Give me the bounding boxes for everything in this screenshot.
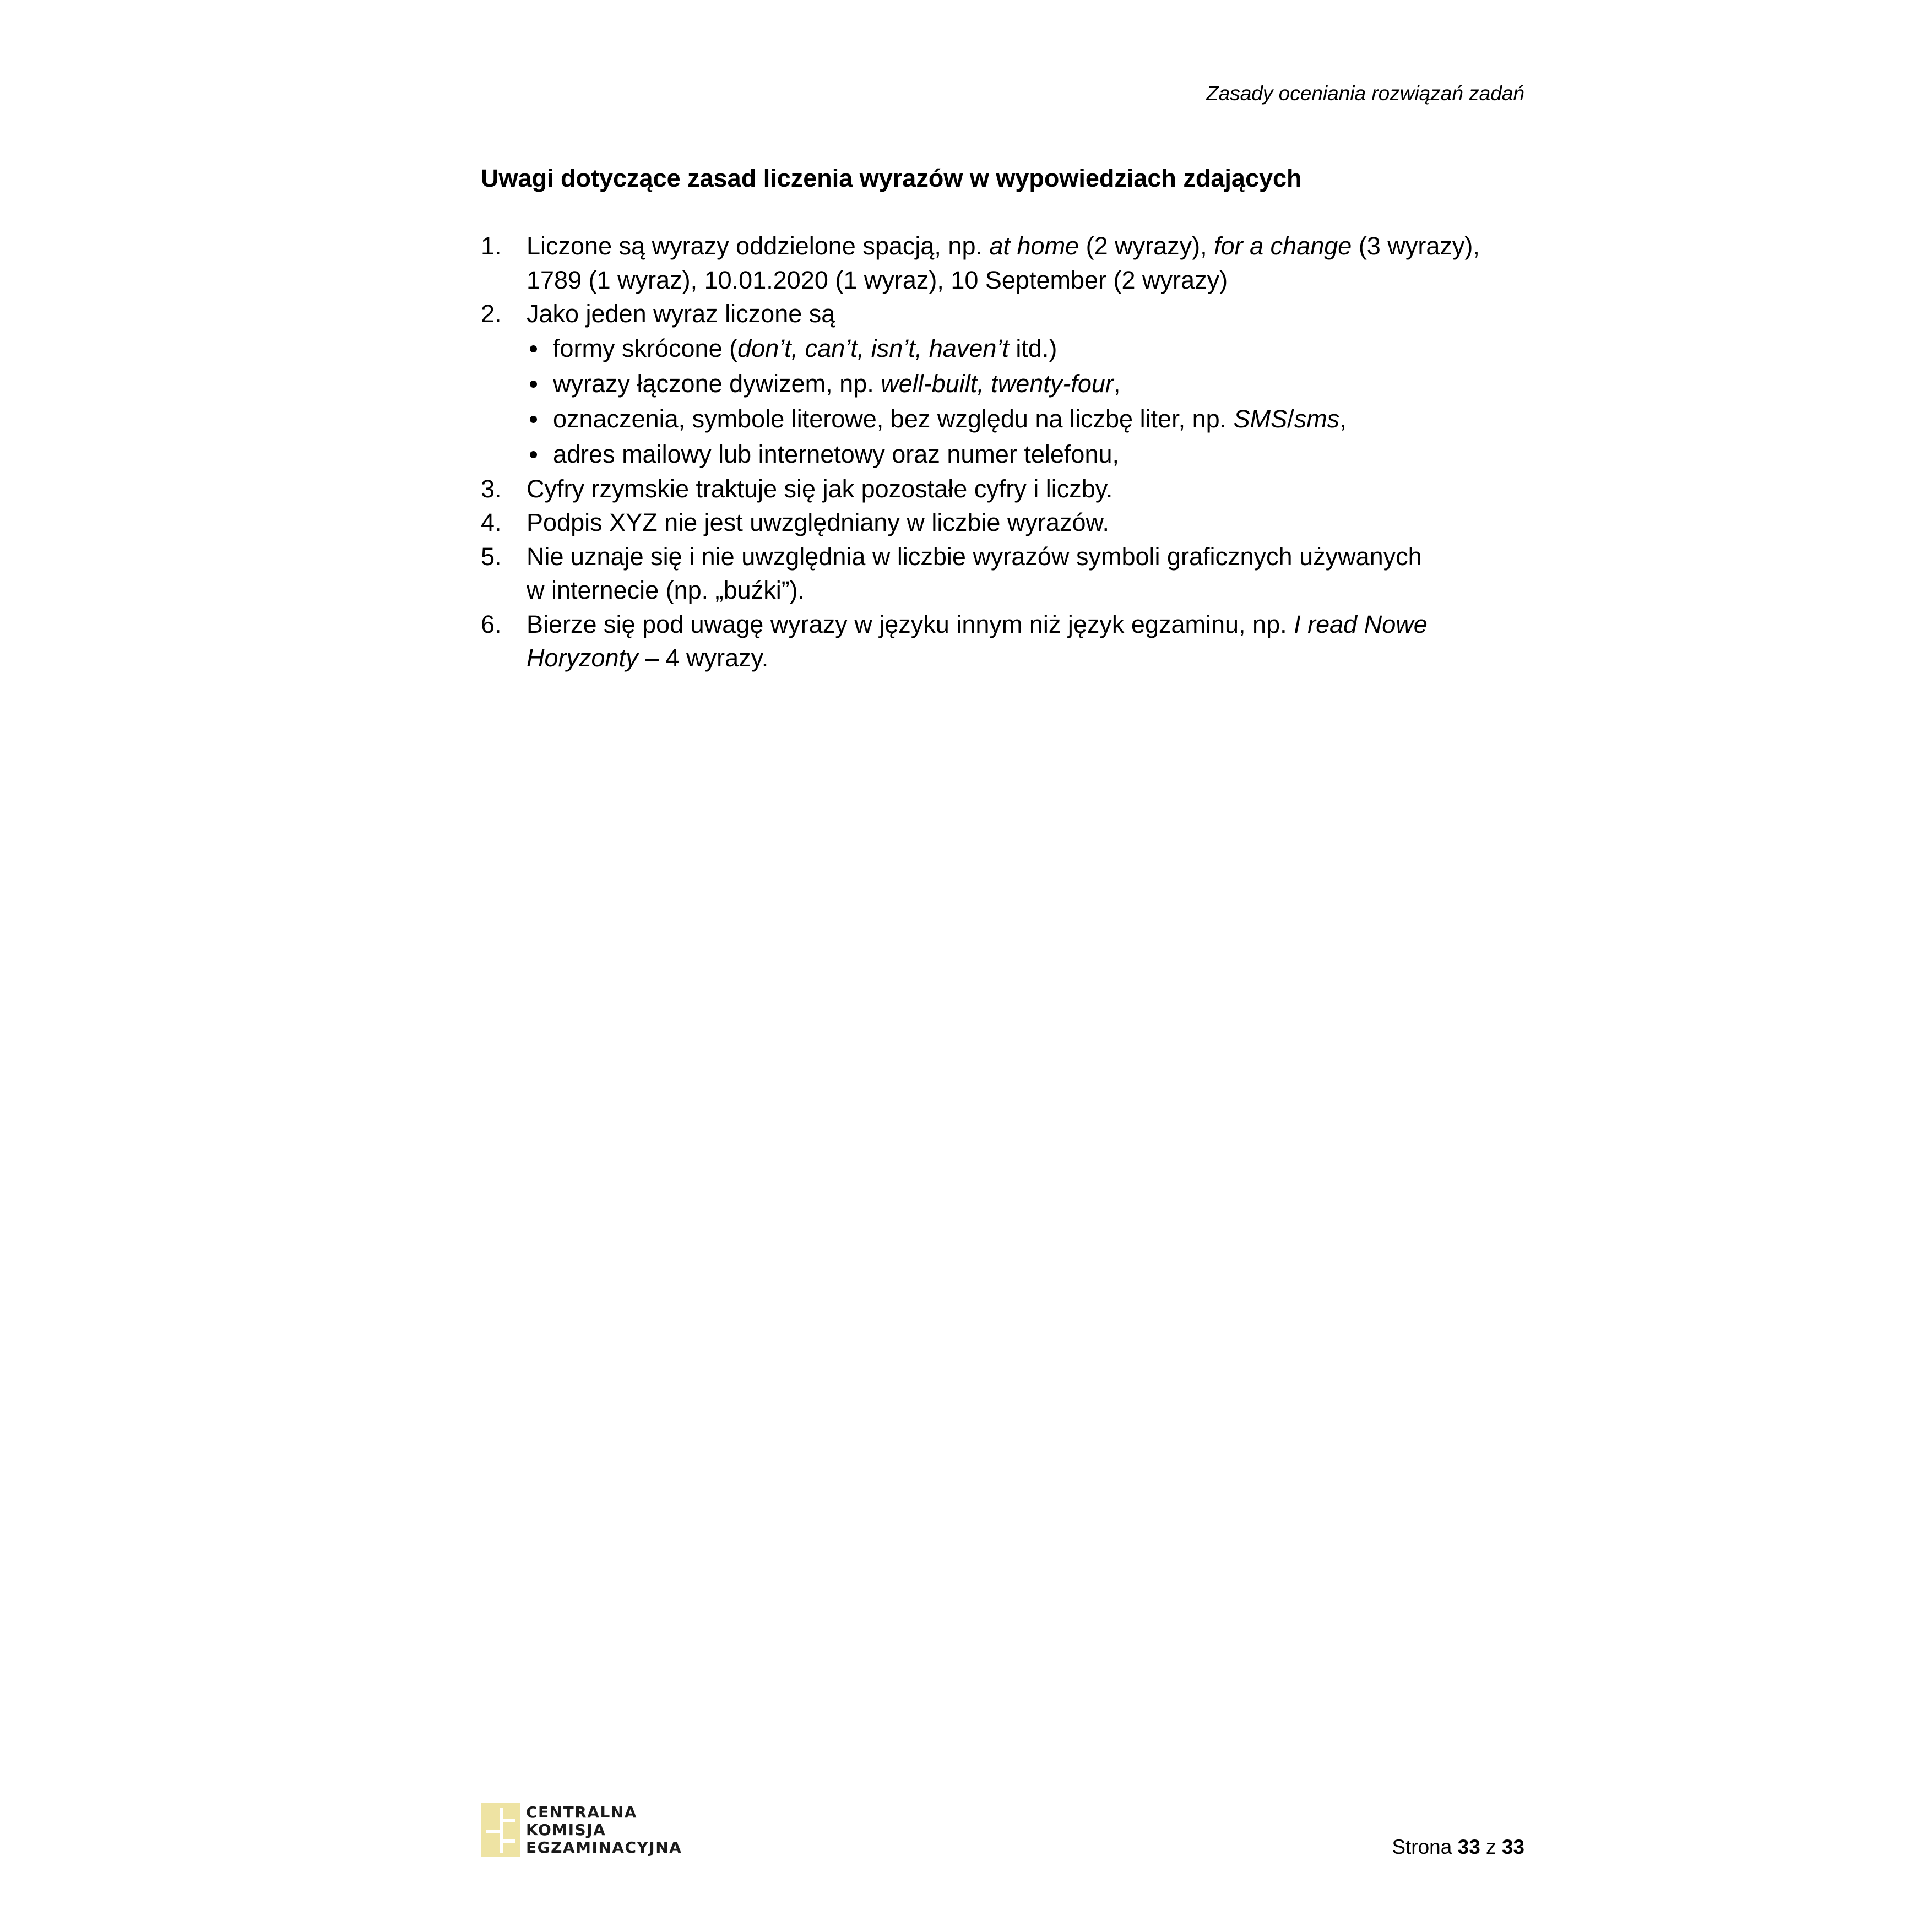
rule-number: 4. (481, 508, 502, 536)
bullet-text: oznaczenia, symbole literowe, bez względu na liczbę liter, np. (553, 404, 1234, 433)
cke-logo-text (526, 1804, 682, 1857)
rule-3-text: Cyfry rzymskie traktuje się jak pozostałe cyfry i liczby. (527, 474, 1113, 503)
bullet-symbols (527, 401, 1527, 437)
bullet-text: , (1113, 369, 1121, 398)
bullet-icon (530, 451, 537, 458)
word-counting-rules (481, 229, 1527, 675)
bullet-text: wyrazy łączone dywizem, np. (553, 369, 881, 398)
example-sms-upper: SMS (1233, 404, 1288, 433)
logo-line: EGZAMINACYJNA (526, 1838, 682, 1857)
rule-2-text: Jako jeden wyraz liczone są (527, 300, 835, 328)
running-header: Zasady oceniania rozwiązań zadań (1206, 82, 1524, 105)
bullet-text: adres mailowy lub internetowy oraz numer telefonu, (553, 439, 1120, 468)
bullet-icon (530, 345, 537, 352)
page-total: 33 (1501, 1836, 1524, 1858)
rule-1 (481, 229, 1527, 297)
rule-5 (481, 540, 1527, 607)
rule-4-text: Podpis XYZ nie jest uwzględniany w liczbie wyrazów. (527, 508, 1109, 536)
example-contractions: don’t, can’t, isn’t, haven’t (737, 334, 1009, 362)
rule-5-line-2: w internecie (np. „buźki”). (527, 576, 805, 604)
rule-6-line-2 (527, 641, 1527, 675)
bullet-text: itd.) (1008, 334, 1057, 362)
rule-number: 3. (481, 474, 502, 503)
rule-number: 6. (481, 610, 502, 638)
rule-2 (481, 297, 1527, 472)
rule-3 (481, 472, 1527, 506)
bullet-text: , (1339, 404, 1347, 433)
example-at-home: at home (989, 232, 1079, 260)
rule-5-line-1: Nie uznaje się i nie uwzględnia w liczbie wyrazów symboli graficznych używanych (527, 542, 1422, 571)
rule-text: – 4 wyrazy. (638, 644, 769, 672)
page-label: Strona (1392, 1836, 1458, 1858)
cke-logo-icon (481, 1803, 520, 1857)
rule-4 (481, 506, 1527, 540)
cke-logo (481, 1802, 682, 1858)
page-separator: z (1480, 1836, 1502, 1858)
rule-text: (2 wyrazy), (1079, 232, 1214, 260)
rule-text: Liczone są wyrazy oddzielone spacją, np. (527, 232, 990, 260)
bullet-contractions (527, 331, 1527, 366)
bullet-text: / (1287, 404, 1294, 433)
rule-1-line-1 (527, 229, 1527, 263)
rule-6 (481, 607, 1527, 675)
logo-line: CENTRALNA (526, 1803, 637, 1821)
example-hyphenated: well-built, twenty-four (881, 369, 1114, 398)
rule-number: 1. (481, 232, 502, 260)
example-i-read-nowe: I read Nowe (1294, 610, 1428, 638)
bullet-icon (530, 416, 537, 423)
bullet-icon (530, 381, 537, 388)
page-number (1392, 1835, 1524, 1859)
rule-number: 2. (481, 300, 502, 328)
example-sms-lower: sms (1294, 404, 1340, 433)
bullet-contacts (527, 437, 1527, 472)
rule-6-line-1 (527, 607, 1527, 642)
rule-text: Bierze się pod uwagę wyrazy w języku innym niż język egzaminu, np. (527, 610, 1294, 638)
example-horyzonty: Horyzonty (527, 644, 638, 672)
rule-number: 5. (481, 542, 502, 571)
page-current: 33 (1457, 1836, 1480, 1858)
rule-1-line-2: 1789 (1 wyraz), 10.01.2020 (1 wyraz), 10 September (2 wyrazy) (527, 265, 1228, 294)
bullet-text: formy skrócone ( (553, 334, 738, 362)
rule-2-bullets (527, 331, 1527, 472)
logo-line: KOMISJA (526, 1821, 606, 1839)
rule-text: (3 wyrazy), (1352, 232, 1480, 260)
bullet-hyphenated (527, 366, 1527, 401)
example-for-a-change: for a change (1214, 232, 1352, 260)
section-title: Uwagi dotyczące zasad liczenia wyrazów w wypowiedziach zdających (481, 164, 1302, 192)
